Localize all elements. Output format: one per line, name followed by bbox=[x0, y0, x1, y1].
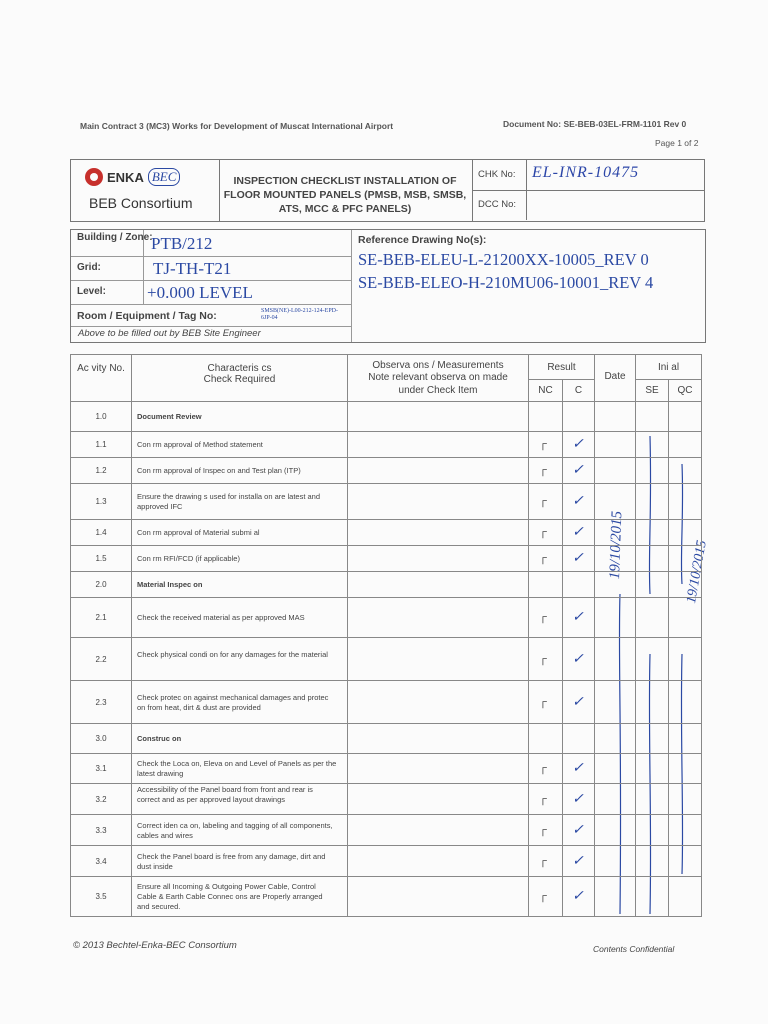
characteristic-cell bbox=[131, 845, 348, 877]
activity-no: 2.0 bbox=[95, 580, 107, 589]
copyright: © 2013 Bechtel-Enka-BEC Consortium bbox=[73, 940, 237, 951]
se-cell[interactable] bbox=[635, 457, 669, 484]
c-cell[interactable] bbox=[562, 571, 595, 598]
activity-no-cell bbox=[70, 680, 132, 724]
date-cell[interactable] bbox=[594, 753, 636, 784]
logo-cell bbox=[70, 159, 220, 222]
c-cell[interactable] bbox=[562, 753, 595, 784]
date-cell[interactable] bbox=[594, 876, 636, 917]
c-checkmark-icon[interactable]: ✓ bbox=[572, 494, 584, 509]
characteristic-text: Construc on bbox=[137, 734, 182, 743]
characteristic-cell bbox=[131, 753, 348, 784]
qc-cell[interactable] bbox=[668, 680, 702, 724]
chk-value[interactable]: EL-INR-10475 bbox=[532, 164, 640, 181]
characteristic-cell bbox=[131, 637, 348, 681]
activity-no-cell bbox=[70, 876, 132, 917]
nc-checkbox-icon[interactable]: ┌ bbox=[539, 762, 547, 774]
date-cell[interactable] bbox=[594, 723, 636, 754]
qc-cell[interactable] bbox=[668, 519, 702, 546]
characteristic-cell bbox=[131, 519, 348, 546]
c-checkmark-icon[interactable]: ✓ bbox=[572, 525, 584, 540]
date-cell[interactable] bbox=[594, 783, 636, 815]
observation-cell[interactable] bbox=[347, 637, 529, 681]
building-value[interactable]: PTB/212 bbox=[151, 234, 213, 253]
activity-no: 1.0 bbox=[95, 412, 107, 421]
header-date: Date bbox=[594, 354, 636, 402]
activity-no-cell bbox=[70, 723, 132, 754]
se-cell[interactable] bbox=[635, 637, 669, 681]
c-cell[interactable] bbox=[562, 680, 595, 724]
activity-no-cell bbox=[70, 483, 132, 520]
company-logo bbox=[85, 168, 180, 186]
date-cell[interactable] bbox=[594, 637, 636, 681]
observation-cell[interactable] bbox=[347, 545, 529, 572]
qc-cell[interactable] bbox=[668, 845, 702, 877]
dcc-label: DCC No: bbox=[478, 199, 517, 210]
observation-cell[interactable] bbox=[347, 814, 529, 846]
c-cell[interactable] bbox=[562, 723, 595, 754]
qc-cell[interactable] bbox=[668, 723, 702, 754]
activity-no-cell bbox=[70, 431, 132, 458]
activity-no-cell bbox=[70, 545, 132, 572]
chk-row bbox=[472, 160, 704, 191]
qc-cell[interactable] bbox=[668, 753, 702, 784]
c-cell[interactable] bbox=[562, 457, 595, 484]
se-cell[interactable] bbox=[635, 519, 669, 546]
qc-cell[interactable] bbox=[668, 814, 702, 846]
c-cell[interactable] bbox=[562, 519, 595, 546]
characteristic-cell bbox=[131, 783, 348, 815]
c-checkmark-icon[interactable]: ✓ bbox=[572, 695, 584, 710]
observation-cell[interactable] bbox=[347, 597, 529, 638]
c-checkmark-icon[interactable]: ✓ bbox=[572, 854, 584, 869]
chk-block bbox=[472, 159, 705, 222]
se-cell[interactable] bbox=[635, 783, 669, 815]
nc-cell[interactable] bbox=[528, 876, 563, 917]
characteristic-cell bbox=[131, 457, 348, 484]
observation-cell[interactable] bbox=[347, 519, 529, 546]
nc-cell[interactable] bbox=[528, 753, 563, 784]
activity-no: 1.3 bbox=[95, 497, 107, 506]
level-value[interactable]: +0.000 LEVEL bbox=[147, 283, 253, 302]
date-cell[interactable] bbox=[594, 431, 636, 458]
characteristic-text: Con rm approval of Inspec on and Test plan (ITP) bbox=[137, 466, 301, 475]
grid-label: Grid: bbox=[77, 262, 101, 273]
se-cell[interactable] bbox=[635, 571, 669, 598]
observation-cell[interactable] bbox=[347, 431, 529, 458]
confidential-note: Contents Confidential bbox=[593, 944, 675, 954]
c-checkmark-icon[interactable]: ✓ bbox=[572, 792, 584, 807]
date-cell[interactable] bbox=[594, 571, 636, 598]
characteristic-cell bbox=[131, 814, 348, 846]
qc-cell[interactable] bbox=[668, 637, 702, 681]
site-engineer-note: Above to be filled out by BEB Site Engineer bbox=[78, 328, 261, 339]
se-cell[interactable] bbox=[635, 431, 669, 458]
header-nc: NC bbox=[528, 379, 563, 402]
date-cell[interactable] bbox=[594, 457, 636, 484]
nc-cell[interactable] bbox=[528, 519, 563, 546]
building-label: Building / Zone: bbox=[77, 232, 153, 243]
activity-no-cell bbox=[70, 401, 132, 432]
date-cell[interactable] bbox=[594, 483, 636, 520]
observation-cell[interactable] bbox=[347, 845, 529, 877]
nc-checkbox-icon[interactable]: ┌ bbox=[539, 495, 547, 507]
c-cell[interactable] bbox=[562, 483, 595, 520]
observation-cell[interactable] bbox=[347, 571, 529, 598]
nc-checkbox-icon[interactable]: ┌ bbox=[539, 552, 547, 564]
c-cell[interactable] bbox=[562, 597, 595, 638]
c-cell[interactable] bbox=[562, 545, 595, 572]
form-title: INSPECTION CHECKLIST INSTALLATION OF FLOOR MOUNTED PANELS (PMSB, MSB, SMSB, ATS, MCC & PFC PANELS) bbox=[223, 175, 467, 215]
checklist-table bbox=[70, 354, 710, 930]
handwritten-qc-date: 19/10/2015 bbox=[684, 539, 710, 605]
activity-no: 3.2 bbox=[95, 795, 107, 804]
characteristic-text: Ensure all Incoming & Outgoing Power Cable, Control Cable & Earth Cable Connec ons are Properly arranged and secured. bbox=[137, 882, 323, 911]
qc-cell[interactable] bbox=[668, 597, 702, 638]
qc-cell[interactable] bbox=[668, 401, 702, 432]
c-checkmark-icon[interactable]: ✓ bbox=[572, 823, 584, 838]
nc-cell[interactable] bbox=[528, 637, 563, 681]
nc-cell[interactable] bbox=[528, 483, 563, 520]
bechtel-logo-icon bbox=[85, 168, 103, 186]
header-characteristics: Characteris cs Check Required bbox=[131, 354, 348, 402]
reference-drawing-2[interactable]: SE-BEB-ELEO-H-210MU06-10001_REV 4 bbox=[358, 273, 654, 292]
c-checkmark-icon[interactable]: ✓ bbox=[572, 610, 584, 625]
activity-no: 2.3 bbox=[95, 698, 107, 707]
characteristic-text: Check physical condi on for any damages for the material bbox=[137, 650, 328, 659]
nc-cell[interactable] bbox=[528, 814, 563, 846]
grid-value[interactable]: TJ-TH-T21 bbox=[153, 259, 232, 278]
qc-cell[interactable] bbox=[668, 571, 702, 598]
se-cell[interactable] bbox=[635, 723, 669, 754]
header-se: SE bbox=[635, 379, 669, 402]
nc-cell[interactable] bbox=[528, 783, 563, 815]
c-checkmark-icon[interactable]: ✓ bbox=[572, 463, 584, 478]
qc-cell[interactable] bbox=[668, 783, 702, 815]
reference-drawing-1[interactable]: SE-BEB-ELEU-L-21200XX-10005_REV 0 bbox=[358, 250, 649, 269]
document-number: Document No: SE-BEB-03EL-FRM-1101 Rev 0 bbox=[503, 119, 687, 129]
c-checkmark-icon[interactable]: ✓ bbox=[572, 761, 584, 776]
activity-no-cell bbox=[70, 753, 132, 784]
c-checkmark-icon[interactable]: ✓ bbox=[572, 551, 584, 566]
header-c: C bbox=[562, 379, 595, 402]
c-cell[interactable] bbox=[562, 401, 595, 432]
activity-no: 3.0 bbox=[95, 734, 107, 743]
characteristic-cell bbox=[131, 401, 348, 432]
nc-checkbox-icon[interactable]: ┌ bbox=[539, 890, 547, 902]
activity-no: 1.2 bbox=[95, 466, 107, 475]
qc-cell[interactable] bbox=[668, 876, 702, 917]
observation-cell[interactable] bbox=[347, 457, 529, 484]
activity-no: 3.4 bbox=[95, 857, 107, 866]
activity-no: 2.2 bbox=[95, 655, 107, 664]
se-cell[interactable] bbox=[635, 545, 669, 572]
enka-logo-text: ENKA bbox=[107, 169, 144, 185]
characteristic-cell bbox=[131, 723, 348, 754]
form-title-cell bbox=[218, 159, 473, 222]
c-cell[interactable] bbox=[562, 876, 595, 917]
characteristic-text: Con rm RFI/FCD (if applicable) bbox=[137, 554, 240, 563]
project-title: Main Contract 3 (MC3) Works for Development of Muscat International Airport bbox=[80, 121, 394, 131]
characteristic-text: Ensure the drawing s used for installa on are latest and approved IFC bbox=[137, 492, 321, 511]
date-cell[interactable] bbox=[594, 597, 636, 638]
room-label: Room / Equipment / Tag No: bbox=[77, 310, 217, 322]
nc-cell[interactable] bbox=[528, 597, 563, 638]
characteristic-cell bbox=[131, 431, 348, 458]
c-checkmark-icon[interactable]: ✓ bbox=[572, 889, 584, 904]
activity-no-cell bbox=[70, 571, 132, 598]
observation-cell[interactable] bbox=[347, 753, 529, 784]
activity-no: 3.3 bbox=[95, 826, 107, 835]
se-cell[interactable] bbox=[635, 876, 669, 917]
nc-cell[interactable] bbox=[528, 680, 563, 724]
nc-checkbox-icon[interactable]: ┌ bbox=[539, 855, 547, 867]
observation-cell[interactable] bbox=[347, 876, 529, 917]
activity-no: 1.4 bbox=[95, 528, 107, 537]
qc-cell[interactable] bbox=[668, 483, 702, 520]
level-label: Level: bbox=[77, 286, 106, 297]
activity-no-cell bbox=[70, 457, 132, 484]
activity-no: 3.5 bbox=[95, 892, 107, 901]
reference-drawing-label: Reference Drawing No(s): bbox=[358, 234, 487, 246]
activity-no-cell bbox=[70, 814, 132, 846]
characteristic-text: Check protec on against mechanical damages and protec on from heat, dirt & dust are provided bbox=[137, 693, 329, 712]
room-value[interactable]: SMSB(NE)-L00-212-124-EPD-6JP-04 bbox=[261, 308, 338, 321]
activity-no: 1.1 bbox=[95, 440, 107, 449]
header-result: Result bbox=[528, 354, 595, 380]
date-cell[interactable] bbox=[594, 401, 636, 432]
se-cell[interactable] bbox=[635, 845, 669, 877]
qc-cell[interactable] bbox=[668, 431, 702, 458]
c-cell[interactable] bbox=[562, 845, 595, 877]
nc-checkbox-icon[interactable]: ┌ bbox=[539, 653, 547, 665]
activity-no-cell bbox=[70, 637, 132, 681]
activity-no-cell bbox=[70, 519, 132, 546]
characteristic-text: Check the received material as per approved MAS bbox=[137, 613, 305, 622]
nc-checkbox-icon[interactable]: ┌ bbox=[539, 464, 547, 476]
characteristic-text: Correct iden ca on, labeling and tagging of all components, cables and wires bbox=[137, 821, 333, 840]
header-qc: QC bbox=[668, 379, 702, 402]
characteristic-text: Check the Loca on, Eleva on and Level of Panels as per the latest drawing bbox=[137, 759, 337, 778]
activity-no-cell bbox=[70, 597, 132, 638]
consortium-name: BEB Consortium bbox=[89, 195, 193, 211]
date-cell[interactable] bbox=[594, 845, 636, 877]
activity-no-cell bbox=[70, 783, 132, 815]
header-initial: Ini al bbox=[635, 354, 702, 380]
observation-cell[interactable] bbox=[347, 401, 529, 432]
c-cell[interactable] bbox=[562, 637, 595, 681]
nc-checkbox-icon[interactable]: ┌ bbox=[539, 438, 547, 450]
characteristic-cell bbox=[131, 545, 348, 572]
characteristic-cell bbox=[131, 680, 348, 724]
nc-cell[interactable] bbox=[528, 845, 563, 877]
characteristic-text: Document Review bbox=[137, 412, 202, 421]
chk-label: CHK No: bbox=[478, 169, 516, 180]
activity-no: 3.1 bbox=[95, 764, 107, 773]
activity-no: 1.5 bbox=[95, 554, 107, 563]
characteristic-cell bbox=[131, 597, 348, 638]
se-cell[interactable] bbox=[635, 753, 669, 784]
date-cell[interactable] bbox=[594, 545, 636, 572]
observation-cell[interactable] bbox=[347, 783, 529, 815]
characteristic-text: Con rm approval of Material submi al bbox=[137, 528, 260, 537]
nc-checkbox-icon[interactable]: ┌ bbox=[539, 526, 547, 538]
se-cell[interactable] bbox=[635, 483, 669, 520]
handwritten-date: 19/10/2015 bbox=[607, 510, 626, 580]
characteristic-text: Material Inspec on bbox=[137, 580, 203, 589]
activity-no-cell bbox=[70, 845, 132, 877]
nc-cell[interactable] bbox=[528, 545, 563, 572]
bec-logo-text: BEC bbox=[148, 168, 181, 186]
c-cell[interactable] bbox=[562, 431, 595, 458]
c-checkmark-icon[interactable]: ✓ bbox=[572, 437, 584, 452]
observation-cell[interactable] bbox=[347, 680, 529, 724]
c-cell[interactable] bbox=[562, 783, 595, 815]
se-cell[interactable] bbox=[635, 814, 669, 846]
nc-cell[interactable] bbox=[528, 571, 563, 598]
nc-cell[interactable] bbox=[528, 431, 563, 458]
date-cell[interactable] bbox=[594, 680, 636, 724]
se-cell[interactable] bbox=[635, 597, 669, 638]
se-cell[interactable] bbox=[635, 680, 669, 724]
header-activity: Ac vity No. bbox=[70, 354, 132, 402]
activity-no: 2.1 bbox=[95, 613, 107, 622]
c-cell[interactable] bbox=[562, 814, 595, 846]
nc-checkbox-icon[interactable]: ┌ bbox=[539, 824, 547, 836]
characteristic-cell bbox=[131, 483, 348, 520]
characteristic-cell bbox=[131, 876, 348, 917]
nc-checkbox-icon[interactable]: ┌ bbox=[539, 793, 547, 805]
dcc-row bbox=[472, 190, 704, 220]
header-observations: Observa ons / Measurements Note relevant observa on made under Check Item bbox=[347, 354, 529, 402]
characteristic-text: Accessibility of the Panel board from front and rear is correct and as per approved layout drawings bbox=[137, 785, 313, 804]
qc-cell[interactable] bbox=[668, 545, 702, 572]
nc-checkbox-icon[interactable]: ┌ bbox=[539, 696, 547, 708]
characteristic-text: Con rm approval of Method statement bbox=[137, 440, 263, 449]
c-checkmark-icon[interactable]: ✓ bbox=[572, 652, 584, 667]
observation-cell[interactable] bbox=[347, 723, 529, 754]
location-info-block bbox=[70, 229, 706, 343]
nc-cell[interactable] bbox=[528, 723, 563, 754]
date-cell[interactable] bbox=[594, 519, 636, 546]
qc-cell[interactable] bbox=[668, 457, 702, 484]
nc-checkbox-icon[interactable]: ┌ bbox=[539, 611, 547, 623]
date-cell[interactable] bbox=[594, 814, 636, 846]
nc-cell[interactable] bbox=[528, 457, 563, 484]
characteristic-text: Check the Panel board is free from any damage, dirt and dust inside bbox=[137, 852, 326, 871]
nc-cell[interactable] bbox=[528, 401, 563, 432]
observation-cell[interactable] bbox=[347, 483, 529, 520]
characteristic-cell bbox=[131, 571, 348, 598]
page-number: Page 1 of 2 bbox=[655, 138, 699, 148]
se-cell[interactable] bbox=[635, 401, 669, 432]
